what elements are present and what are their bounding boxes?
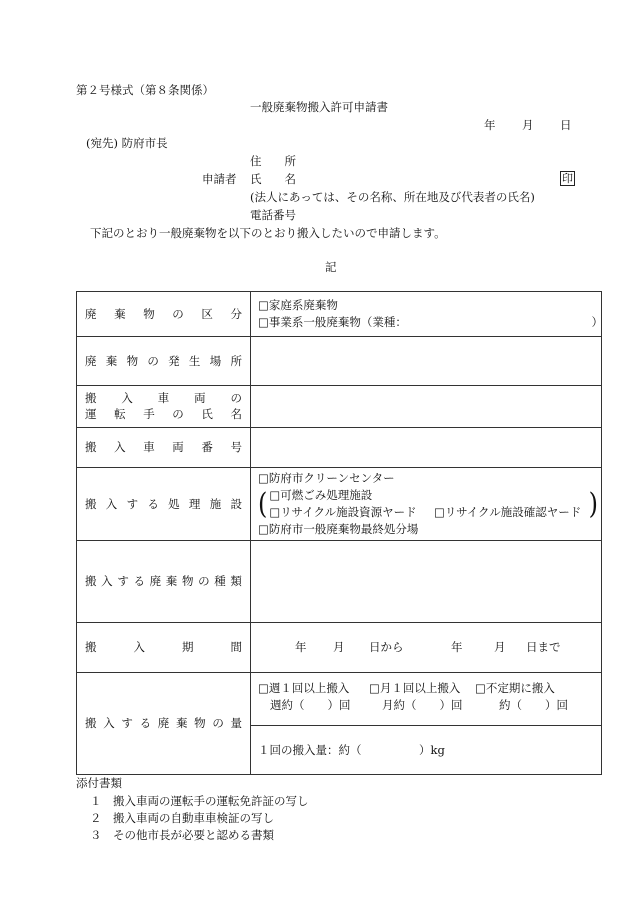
label-char: 間 (230, 640, 242, 655)
label-vehicle-number (77, 428, 251, 468)
bracket-open: ( (258, 487, 268, 521)
label-char: の (230, 390, 242, 405)
per-load-text: １回の搬入量：約（ ）kg (258, 743, 445, 757)
label-char: 棄 (114, 306, 126, 321)
label-char: 搬 (85, 440, 97, 455)
date-year: 年 (484, 118, 496, 132)
weekly-count[interactable]: 週約（ ）回 (270, 698, 351, 712)
label-char: 運 (85, 406, 97, 421)
option-recycle-resource-yard[interactable]: □リサイクル施設資源ヤード (269, 505, 417, 519)
value-amount (251, 673, 602, 775)
label-char: 棄 (105, 353, 118, 368)
business-type-close: ） (591, 315, 603, 329)
label-char: の (212, 716, 224, 731)
label-char: 処 (168, 496, 180, 511)
option-final-disposal-site[interactable]: □防府市一般廃棄物最終処分場 (258, 522, 419, 536)
attachment-item-1: １ 搬入車両の運転手の運転免許証の写し (90, 794, 309, 808)
label-generation-location (77, 337, 251, 386)
per-load-amount[interactable] (251, 725, 601, 774)
label-char: 入 (121, 390, 133, 405)
label-char: 入 (114, 440, 126, 455)
period-to-year: 年 (451, 639, 463, 654)
option-recycle-check-yard[interactable]: □リサイクル施設確認ヤード (433, 505, 582, 519)
value-period[interactable] (251, 623, 602, 673)
period-from-year: 年 (295, 639, 307, 654)
label-char: の (172, 406, 184, 421)
value-vehicle-number[interactable] (251, 428, 602, 468)
option-business-waste[interactable]: □事業系一般廃棄物（業種： (258, 315, 407, 329)
value-waste-category (251, 292, 602, 337)
value-facility (251, 468, 602, 541)
label-char: 車 (157, 390, 170, 405)
label-char: 量 (230, 716, 242, 731)
label-char: 期 (182, 640, 194, 655)
label-char: 番 (201, 440, 213, 455)
irregular-count[interactable]: 約（ ）回 (499, 698, 568, 712)
label-char: 入 (105, 496, 118, 511)
value-driver-name[interactable] (251, 386, 602, 428)
date-day: 日 (560, 118, 572, 132)
label-char: 廃 (149, 574, 162, 589)
label-char: る (139, 716, 152, 731)
form-number: 第２号様式（第８条関係） (76, 83, 214, 97)
label-char: 廃 (157, 716, 170, 731)
label-char: 搬 (85, 574, 97, 589)
label-char: 物 (181, 574, 194, 589)
option-irregular[interactable]: □不定期に搬入 (475, 681, 555, 695)
label-char: 搬 (85, 496, 97, 511)
label-char: る (147, 496, 159, 511)
label-waste-category (77, 292, 251, 337)
option-combustible-facility[interactable]: □可燃ごみ処理施設 (269, 488, 373, 502)
attachment-item-2: ２ 搬入車両の自動車車検証の写し (90, 811, 274, 825)
monthly-count[interactable]: 月約（ ）回 (382, 698, 463, 712)
label-char: 搬 (85, 716, 97, 731)
option-weekly[interactable]: □週１回以上搬入 (258, 681, 350, 695)
label-char: 両 (172, 440, 184, 455)
seal-mark: 印 (562, 172, 573, 185)
option-household-waste[interactable]: □家庭系廃棄物 (258, 298, 338, 312)
phone-label: 電話番号 (250, 208, 296, 222)
value-waste-type[interactable] (251, 541, 602, 623)
label-facility (77, 468, 251, 541)
label-driver-name (77, 386, 251, 428)
label-char: 棄 (175, 716, 188, 731)
label-char: の (172, 306, 184, 321)
label-char: 廃 (85, 306, 97, 321)
label-char: 理 (188, 496, 201, 511)
label-char: 発 (168, 353, 180, 368)
row-driver-name (77, 386, 602, 428)
row-vehicle-number (77, 428, 602, 468)
clean-center-suboptions (258, 487, 601, 521)
label-char: 搬 (85, 390, 97, 405)
label-char: す (126, 496, 139, 511)
label-char: 物 (194, 716, 206, 731)
intro-text: 下記のとおり一般廃棄物を以下のとおり搬入したいので申請します。 (90, 226, 446, 240)
label-char: る (133, 574, 145, 589)
label-char: 種 (214, 574, 226, 589)
address-label: 住 所 (250, 154, 296, 168)
attachment-item-3: ３ その他市長が必要と認める書類 (90, 828, 274, 842)
period-to-day: 日まで (526, 639, 561, 654)
period-from-month: 月 (333, 639, 345, 654)
applicant-label: 申請者 (202, 172, 237, 186)
label-char: 車 (143, 440, 155, 455)
row-amount (77, 673, 602, 775)
ki-heading: 記 (325, 260, 337, 274)
label-char: 棄 (165, 574, 178, 589)
label-char: 分 (230, 306, 242, 321)
document-title: 一般廃棄物搬入許可申請書 (250, 100, 388, 114)
period-from-day: 日から (369, 639, 404, 654)
label-char: 氏 (201, 406, 213, 421)
label-char: 手 (143, 406, 155, 421)
option-monthly[interactable]: □月１回以上搬入 (369, 681, 461, 695)
bracket-close: ) (588, 487, 598, 521)
label-char: 施 (209, 496, 222, 511)
label-char: 入 (101, 574, 113, 589)
label-char: す (117, 574, 129, 589)
label-char: 所 (230, 353, 242, 368)
label-char: 入 (133, 640, 145, 655)
addressee: (宛先) 防府市長 (86, 136, 168, 150)
label-char: 両 (194, 390, 206, 405)
label-amount (77, 673, 251, 775)
label-char: 設 (230, 496, 242, 511)
period-to-month: 月 (494, 639, 506, 654)
value-generation-location[interactable] (251, 337, 602, 386)
corporate-note: (法人にあっては、その名称、所在地及び代表者の氏名) (250, 190, 535, 204)
label-char: の (147, 353, 159, 368)
label-char: 号 (230, 440, 242, 455)
label-char: 類 (230, 574, 242, 589)
application-table (76, 291, 602, 775)
label-char: 搬 (85, 640, 97, 655)
label-char: す (121, 716, 133, 731)
label-period (77, 623, 251, 673)
label-char: 転 (114, 406, 126, 421)
name-label: 氏 名 (250, 172, 296, 186)
option-clean-center[interactable]: □防府市クリーンセンター (258, 471, 395, 485)
row-facility (77, 468, 602, 541)
date-month: 月 (522, 118, 534, 132)
label-char: の (198, 574, 210, 589)
label-char: 入 (103, 716, 115, 731)
label-waste-type (77, 541, 251, 623)
label-char: 物 (143, 306, 155, 321)
row-generation-location (77, 337, 602, 386)
label-char: 廃 (85, 353, 97, 368)
label-char: 生 (188, 353, 201, 368)
label-char: 名 (230, 406, 242, 421)
row-period (77, 623, 602, 673)
label-char: 区 (201, 306, 213, 321)
row-waste-category (77, 292, 602, 337)
row-waste-type (77, 541, 602, 623)
label-char: 物 (126, 353, 139, 368)
attachments-heading: 添付書類 (76, 776, 122, 790)
label-char: 場 (209, 353, 222, 368)
